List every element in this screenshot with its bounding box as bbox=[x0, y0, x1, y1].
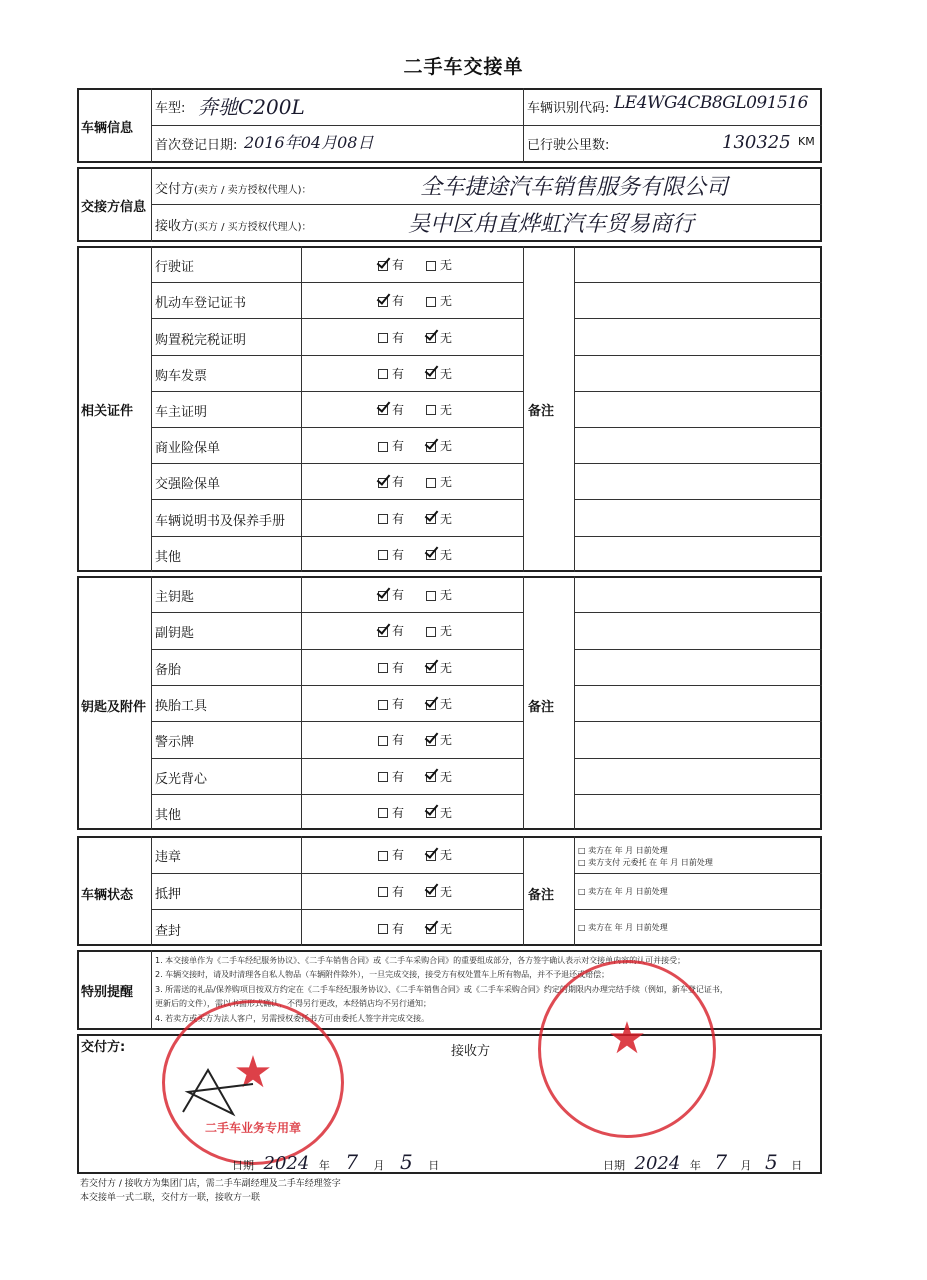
document-item-label: 机动车登记证书 bbox=[155, 296, 247, 312]
left-date-day-unit: 日 bbox=[428, 1159, 440, 1172]
checkbox-icon[interactable] bbox=[378, 808, 388, 818]
document-yes-option[interactable] bbox=[378, 365, 404, 382]
special-line-1: 1. 本交接单作为《二手车经纪服务协议》、《二手车销售合同》或《二手车采购合同》的重要组成部分，各方签字确认表示对交接单内容的认可并接受； bbox=[155, 956, 686, 965]
document-no-option[interactable] bbox=[426, 401, 452, 418]
key-no-label: 无 bbox=[440, 805, 453, 820]
right-date-year: 2024 bbox=[634, 1153, 681, 1174]
vin-value[interactable]: LE4WG4CB8GL091516 bbox=[614, 93, 808, 113]
left-date-day: 5 bbox=[400, 1150, 413, 1174]
key-no-option[interactable] bbox=[426, 804, 452, 821]
mileage-unit: KM bbox=[798, 135, 815, 148]
receiver-company-seal bbox=[538, 960, 716, 1138]
key-yes-option[interactable] bbox=[378, 731, 404, 748]
key-item-label: 换胎工具 bbox=[155, 699, 208, 715]
key-no-label: 无 bbox=[440, 769, 453, 784]
checkbox-icon[interactable] bbox=[426, 442, 436, 452]
checkbox-icon[interactable] bbox=[378, 478, 388, 488]
checkbox-icon[interactable] bbox=[426, 333, 436, 343]
keys-remark-label: 备注 bbox=[528, 700, 555, 715]
left-date-year: 2024 bbox=[263, 1153, 310, 1174]
checkbox-icon[interactable] bbox=[426, 663, 436, 673]
registration-date-value[interactable]: 2016年04月08日 bbox=[244, 133, 374, 152]
checkbox-icon[interactable] bbox=[426, 808, 436, 818]
document-item-label: 行驶证 bbox=[155, 260, 195, 276]
right-date-year-unit: 年 bbox=[689, 1159, 701, 1172]
status-remark-1[interactable]: □ 卖方在 年 月 日前处理 bbox=[578, 846, 668, 855]
document-yes-option[interactable] bbox=[378, 256, 404, 273]
document-yes-label: 有 bbox=[392, 366, 405, 381]
model-value[interactable]: 奔驰C200L bbox=[198, 95, 305, 119]
left-date-month: 7 bbox=[345, 1150, 359, 1174]
checkbox-icon[interactable] bbox=[378, 736, 388, 746]
registration-date-label: 首次登记日期: bbox=[155, 138, 238, 153]
vin-label: 车辆识别代码: bbox=[527, 101, 610, 116]
document-yes-option[interactable] bbox=[378, 292, 404, 309]
key-yes-label: 有 bbox=[392, 624, 405, 639]
status-no-label: 无 bbox=[440, 884, 453, 899]
footer-line-1: 若交付方 / 接收方为集团门店，需二手车副经理及二手车经理签字 bbox=[80, 1179, 341, 1189]
checkbox-icon[interactable] bbox=[378, 405, 388, 415]
key-item-label: 反光背心 bbox=[155, 771, 208, 787]
checkbox-icon[interactable] bbox=[378, 772, 388, 782]
left-date-year-unit: 年 bbox=[318, 1159, 330, 1172]
key-yes-option[interactable] bbox=[378, 659, 404, 676]
checkbox-icon[interactable] bbox=[426, 924, 436, 934]
special-line-2: 2. 车辆交接时，请及时清理各自私人物品（车辆附件除外），一旦完成交接，接受方有权处置车上所有物品，并不予退还或赔偿； bbox=[155, 970, 610, 979]
receiver-value[interactable]: 吴中区甪直烨虹汽车贸易商行 bbox=[408, 212, 695, 237]
left-date-label: 日期 bbox=[232, 1159, 254, 1172]
document-no-label: 无 bbox=[440, 366, 453, 381]
status-no-option[interactable] bbox=[426, 883, 452, 900]
key-item-label: 主钥匙 bbox=[155, 590, 195, 606]
checkbox-icon[interactable] bbox=[378, 514, 388, 524]
documents-heading: 相关证件 bbox=[81, 404, 134, 419]
checkbox-icon[interactable] bbox=[378, 663, 388, 673]
keys-heading: 钥匙及附件 bbox=[81, 700, 147, 715]
key-yes-label: 有 bbox=[392, 660, 405, 675]
document-yes-option[interactable] bbox=[378, 329, 404, 346]
key-no-label: 无 bbox=[440, 660, 453, 675]
seal-text: 二手车业务专用章 bbox=[204, 1121, 302, 1136]
checkbox-icon[interactable] bbox=[426, 700, 436, 710]
deliverer-signature-scribble bbox=[178, 1062, 268, 1122]
key-no-option[interactable] bbox=[426, 695, 452, 712]
status-no-option[interactable] bbox=[426, 846, 452, 863]
checkbox-icon[interactable] bbox=[426, 772, 436, 782]
document-yes-label: 有 bbox=[392, 511, 405, 526]
document-yes-option[interactable] bbox=[378, 401, 404, 418]
key-yes-label: 有 bbox=[392, 769, 405, 784]
status-yes-label: 有 bbox=[392, 884, 405, 899]
deliverer-label bbox=[155, 178, 312, 197]
checkbox-icon[interactable] bbox=[378, 700, 388, 710]
document-no-label: 无 bbox=[440, 294, 453, 309]
seal-star-icon-right: ★ bbox=[607, 1012, 647, 1064]
status-heading: 车辆状态 bbox=[81, 888, 134, 903]
receiver-label-note: (买方 / 买方授权代理人)： bbox=[194, 222, 312, 233]
mileage-label: 已行驶公里数: bbox=[527, 138, 610, 153]
checkbox-icon[interactable] bbox=[426, 478, 436, 488]
checkbox-icon[interactable] bbox=[426, 297, 436, 307]
special-line-4: 更新后的文件），需以书面形式确认，不得另行更改，本经销店均不另行通知； bbox=[155, 999, 431, 1008]
parties-heading: 交接方信息 bbox=[81, 200, 147, 215]
checkbox-icon[interactable] bbox=[378, 924, 388, 934]
document-yes-option[interactable] bbox=[378, 510, 404, 527]
document-yes-option[interactable] bbox=[378, 437, 404, 454]
key-item-label: 备胎 bbox=[155, 662, 182, 678]
status-yes-option[interactable] bbox=[378, 883, 404, 900]
right-date-day-unit: 日 bbox=[791, 1159, 803, 1172]
model-label: 车型: bbox=[155, 101, 186, 116]
key-item-label: 警示牌 bbox=[155, 735, 195, 751]
key-no-option[interactable] bbox=[426, 622, 452, 639]
document-yes-label: 有 bbox=[392, 402, 405, 417]
document-yes-label: 有 bbox=[392, 294, 405, 309]
key-yes-option[interactable] bbox=[378, 622, 404, 639]
vehicle-info-heading: 车辆信息 bbox=[81, 121, 134, 136]
receiver-label-text: 接收方 bbox=[155, 219, 195, 234]
document-item-label: 交强险保单 bbox=[155, 477, 221, 493]
key-no-label: 无 bbox=[440, 697, 453, 712]
document-no-option[interactable] bbox=[426, 329, 452, 346]
receiver-signature-label: 接收方 bbox=[451, 1044, 491, 1059]
right-date-day: 5 bbox=[765, 1150, 778, 1174]
document-yes-label: 有 bbox=[392, 439, 405, 454]
special-line-3: 3. 所需送的礼品/保养购项目按双方约定在《二手车经纪服务协议》、《二手车销售合同》或《二手车采购合同》约定的期限内办理完结手续（例如，新车登记证书， bbox=[155, 985, 728, 994]
status-no-label: 无 bbox=[440, 848, 453, 863]
documents-remark-label: 备注 bbox=[528, 404, 555, 419]
document-no-label: 无 bbox=[440, 475, 453, 490]
checkbox-icon[interactable] bbox=[426, 627, 436, 637]
status-remark-4[interactable]: □ 卖方在 年 月 日前处理 bbox=[578, 923, 668, 932]
key-item-label: 其他 bbox=[155, 807, 182, 823]
status-item-label: 查封 bbox=[155, 923, 182, 939]
document-yes-option[interactable] bbox=[378, 473, 404, 490]
checkbox-icon[interactable] bbox=[378, 550, 388, 560]
key-yes-label: 有 bbox=[392, 697, 405, 712]
special-heading: 特别提醒 bbox=[81, 985, 134, 1000]
key-no-option[interactable] bbox=[426, 768, 452, 785]
key-yes-label: 有 bbox=[392, 733, 405, 748]
document-item-label: 购置税完税证明 bbox=[155, 332, 247, 348]
deliverer-label-note: (卖方 / 卖方授权代理人)： bbox=[194, 185, 312, 196]
document-yes-option[interactable] bbox=[378, 546, 404, 563]
status-item-label: 违章 bbox=[155, 850, 182, 866]
key-no-option[interactable] bbox=[426, 731, 452, 748]
document-yes-label: 有 bbox=[392, 330, 405, 345]
checkbox-icon[interactable] bbox=[378, 261, 388, 271]
special-line-5: 4. 若卖方或买方为法人客户，另需授权委托书方可由委托人签字并完成交接。 bbox=[155, 1014, 430, 1023]
seal-star-icon: ★ bbox=[233, 1046, 273, 1098]
right-date[interactable] bbox=[603, 1150, 802, 1174]
checkbox-icon[interactable] bbox=[378, 297, 388, 307]
checkbox-icon[interactable] bbox=[426, 591, 436, 601]
key-no-option[interactable] bbox=[426, 659, 452, 676]
footer-line-2: 本交接单一式二联，交付方一联，接收方一联 bbox=[80, 1193, 261, 1203]
deliverer-signature-label: 交付方: bbox=[81, 1040, 126, 1055]
status-yes-label: 有 bbox=[392, 848, 405, 863]
receiver-label bbox=[155, 215, 312, 234]
key-yes-option[interactable] bbox=[378, 586, 404, 603]
checkbox-icon[interactable] bbox=[426, 514, 436, 524]
key-yes-label: 有 bbox=[392, 805, 405, 820]
right-date-month-unit: 月 bbox=[740, 1159, 752, 1172]
document-item-label: 车主证明 bbox=[155, 404, 208, 420]
right-date-label: 日期 bbox=[603, 1159, 625, 1172]
checkbox-icon[interactable] bbox=[426, 261, 436, 271]
checkbox-icon[interactable] bbox=[426, 550, 436, 560]
document-no-label: 无 bbox=[440, 402, 453, 417]
status-remark-label: 备注 bbox=[528, 888, 555, 903]
key-yes-option[interactable] bbox=[378, 768, 404, 785]
left-date-month-unit: 月 bbox=[373, 1159, 385, 1172]
key-yes-option[interactable] bbox=[378, 695, 404, 712]
key-no-label: 无 bbox=[440, 733, 453, 748]
checkbox-icon[interactable] bbox=[378, 333, 388, 343]
key-no-label: 无 bbox=[440, 588, 453, 603]
status-yes-option[interactable] bbox=[378, 920, 404, 937]
key-no-label: 无 bbox=[440, 624, 453, 639]
document-no-label: 无 bbox=[440, 511, 453, 526]
document-no-option[interactable] bbox=[426, 256, 452, 273]
key-yes-label: 有 bbox=[392, 588, 405, 603]
checkbox-icon[interactable] bbox=[426, 736, 436, 746]
checkbox-icon[interactable] bbox=[378, 851, 388, 861]
left-date[interactable] bbox=[232, 1150, 439, 1174]
document-item-label: 车辆说明书及保养手册 bbox=[155, 513, 286, 529]
document-no-option[interactable] bbox=[426, 292, 452, 309]
document-no-label: 无 bbox=[440, 258, 453, 273]
document-no-label: 无 bbox=[440, 330, 453, 345]
deliverer-value[interactable]: 全车捷途汽车销售服务有限公司 bbox=[420, 175, 729, 200]
checkbox-icon[interactable] bbox=[378, 369, 388, 379]
document-no-option[interactable] bbox=[426, 437, 452, 454]
status-yes-label: 有 bbox=[392, 921, 405, 936]
key-yes-option[interactable] bbox=[378, 804, 404, 821]
status-no-label: 无 bbox=[440, 921, 453, 936]
document-yes-label: 有 bbox=[392, 475, 405, 490]
checkbox-icon[interactable] bbox=[426, 887, 436, 897]
document-no-option[interactable] bbox=[426, 546, 452, 563]
status-no-option[interactable] bbox=[426, 920, 452, 937]
document-no-option[interactable] bbox=[426, 365, 452, 382]
document-yes-label: 有 bbox=[392, 258, 405, 273]
document-item-label: 商业险保单 bbox=[155, 441, 221, 457]
status-item-label: 抵押 bbox=[155, 886, 182, 902]
document-item-label: 购车发票 bbox=[155, 368, 208, 384]
document-no-label: 无 bbox=[440, 547, 453, 562]
document-no-option[interactable] bbox=[426, 510, 452, 527]
mileage-value[interactable]: 130325 bbox=[722, 132, 791, 153]
form-title: 二手车交接单 bbox=[403, 56, 524, 78]
document-no-label: 无 bbox=[440, 439, 453, 454]
status-remark-3[interactable]: □ 卖方在 年 月 日前处理 bbox=[578, 887, 668, 896]
status-remark-2[interactable]: □ 卖方支付 元委托 在 年 月 日前处理 bbox=[578, 858, 713, 867]
document-item-label: 其他 bbox=[155, 549, 182, 565]
document-yes-label: 有 bbox=[392, 547, 405, 562]
checkbox-icon[interactable] bbox=[426, 851, 436, 861]
checkbox-icon[interactable] bbox=[378, 627, 388, 637]
checkbox-icon[interactable] bbox=[378, 887, 388, 897]
deliverer-label-text: 交付方 bbox=[155, 182, 195, 197]
key-item-label: 副钥匙 bbox=[155, 626, 195, 642]
checkbox-icon[interactable] bbox=[378, 442, 388, 452]
document-no-option[interactable] bbox=[426, 473, 452, 490]
checkbox-icon[interactable] bbox=[426, 405, 436, 415]
key-no-option[interactable] bbox=[426, 586, 452, 603]
status-yes-option[interactable] bbox=[378, 846, 404, 863]
checkbox-icon[interactable] bbox=[378, 591, 388, 601]
right-date-month: 7 bbox=[714, 1150, 728, 1174]
checkbox-icon[interactable] bbox=[426, 369, 436, 379]
